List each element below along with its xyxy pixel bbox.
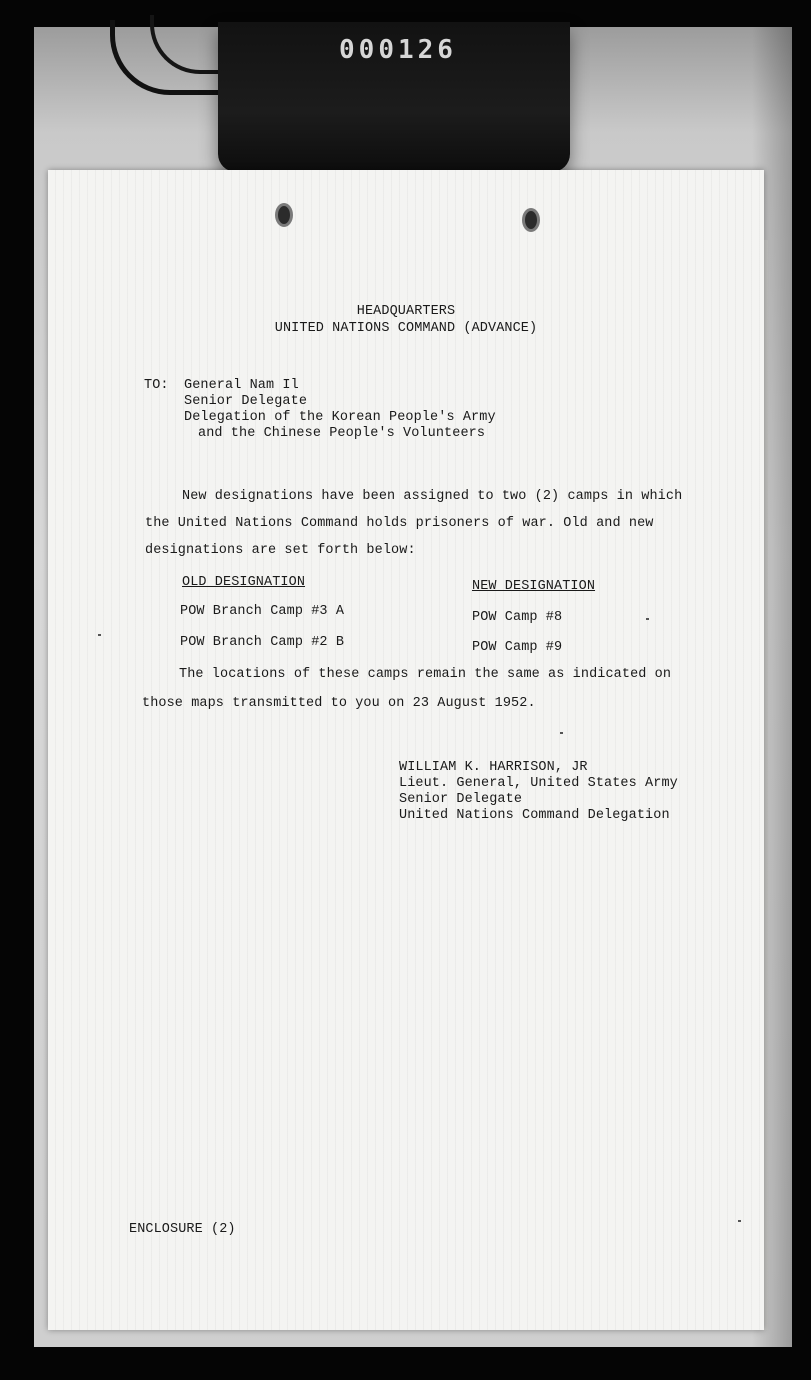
- address-line-3: Delegation of the Korean People's Army: [184, 410, 496, 425]
- new-designation-row-2: POW Camp #9: [472, 640, 563, 655]
- address-line-2: Senior Delegate: [184, 394, 308, 409]
- document-page: [48, 170, 764, 1330]
- old-designation-row-2: POW Branch Camp #2 B: [180, 635, 345, 650]
- paragraph-1-line-2: the United Nations Command holds prisoners of war. Old and new: [145, 516, 654, 531]
- paragraph-1-line-3: designations are set forth below:: [145, 543, 416, 558]
- signature-rank: Lieut. General, United States Army: [399, 776, 678, 791]
- address-line-4: and the Chinese People's Volunteers: [198, 426, 486, 441]
- paragraph-2-line-2: those maps transmitted to you on 23 August 1952.: [142, 696, 536, 711]
- signature-title: Senior Delegate: [399, 792, 523, 807]
- new-designation-header: NEW DESIGNATION: [472, 579, 596, 594]
- paper-speck: [560, 732, 563, 734]
- enclosure-label: ENCLOSURE (2): [129, 1222, 236, 1237]
- punch-hole-right: [522, 208, 540, 232]
- paragraph-1-line-1: New designations have been assigned to two (2) camps in which: [182, 489, 683, 504]
- old-designation-row-1: POW Branch Camp #3 A: [180, 604, 345, 619]
- letterhead-line-1: HEADQUARTERS: [356, 304, 456, 319]
- signature-delegation: United Nations Command Delegation: [399, 808, 670, 823]
- new-designation-row-1: POW Camp #8: [472, 610, 563, 625]
- frame-counter-device: [218, 22, 570, 172]
- address-line-1: General Nam Il: [184, 378, 299, 393]
- paragraph-2-line-1: The locations of these camps remain the same as indicated on: [179, 667, 672, 682]
- paper-speck: [738, 1220, 741, 1222]
- paper-speck: [646, 618, 649, 620]
- letterhead-line-2: UNITED NATIONS COMMAND (ADVANCE): [274, 321, 538, 336]
- to-label: TO:: [144, 378, 169, 393]
- frame-counter-number: 000126: [339, 35, 457, 65]
- old-designation-header: OLD DESIGNATION: [182, 575, 306, 590]
- signature-name: WILLIAM K. HARRISON, JR: [399, 760, 588, 775]
- punch-hole-left: [275, 203, 293, 227]
- paper-speck: [98, 634, 101, 636]
